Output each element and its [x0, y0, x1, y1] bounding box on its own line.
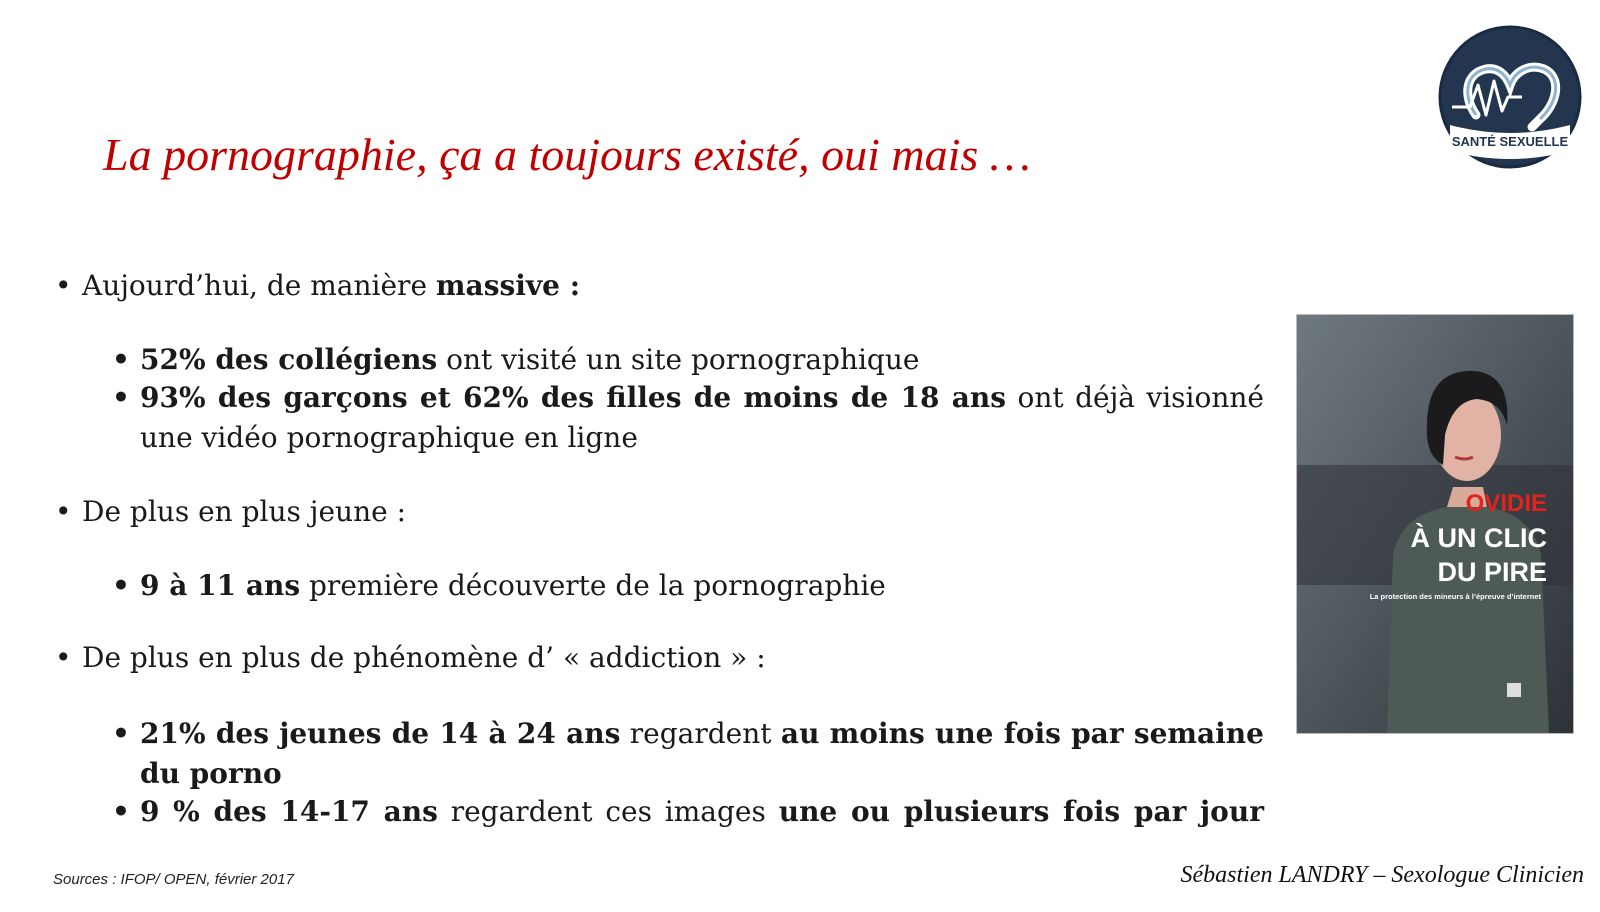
- sub-bullet-3-2: • 9 % des 14-17 ans regardent ces images une ou plusieurs fois par jour: [112, 795, 1264, 828]
- stat-14-17: 9 % des 14-17 ans: [140, 795, 438, 828]
- bullet-1-text: Aujourd’hui, de manière: [82, 269, 436, 302]
- book-cover-image: [1296, 314, 1574, 734]
- bullet-3-text: De plus en plus de phénomène d’ « addiction » :: [82, 641, 766, 674]
- bullet-2-text: De plus en plus jeune :: [82, 495, 407, 528]
- stat-jeunes: 21% des jeunes de 14 à 24 ans: [140, 717, 621, 750]
- stat-garcons-filles: 93% des garçons et 62% des filles de moins de 18 ans: [140, 381, 1007, 414]
- logo-text: SANTÉ SEXUELLE: [1451, 134, 1569, 149]
- book-title-1: À UN CLIC: [1410, 523, 1547, 553]
- sub-bullet-1-1: • 52% des collégiens ont visité un site pornographique: [112, 343, 920, 376]
- sub-bullet-3-1: • 21% des jeunes de 14 à 24 ans regardent au moins une fois par semaine du porno: [112, 717, 1264, 790]
- sources-note: Sources : IFOP/ OPEN, février 2017: [53, 871, 294, 888]
- stat-college: 52% des collégiens: [140, 343, 438, 376]
- bullet-1-bold: massive :: [435, 269, 581, 302]
- book-title-2: DU PIRE: [1437, 557, 1547, 587]
- author-signature: Sébastien LANDRY – Sexologue Clinicien: [1180, 862, 1584, 888]
- bullet-dot: •: [55, 269, 72, 302]
- sub-bullet-2-1: • 9 à 11 ans première découverte de la pornographie: [112, 569, 886, 602]
- sub-bullet-1-2: • 93% des garçons et 62% des filles de moins de 18 ans ont déjà visionné une vidéo pornographique en ligne: [112, 381, 1264, 454]
- slide-title: La pornographie, ça a toujours existé, oui mais …: [103, 129, 1031, 180]
- book-author: OVIDIE: [1465, 490, 1547, 517]
- book-subtitle: La protection des mineurs à l’épreuve d’internet: [1369, 592, 1541, 601]
- stat-age: 9 à 11 ans: [140, 569, 301, 602]
